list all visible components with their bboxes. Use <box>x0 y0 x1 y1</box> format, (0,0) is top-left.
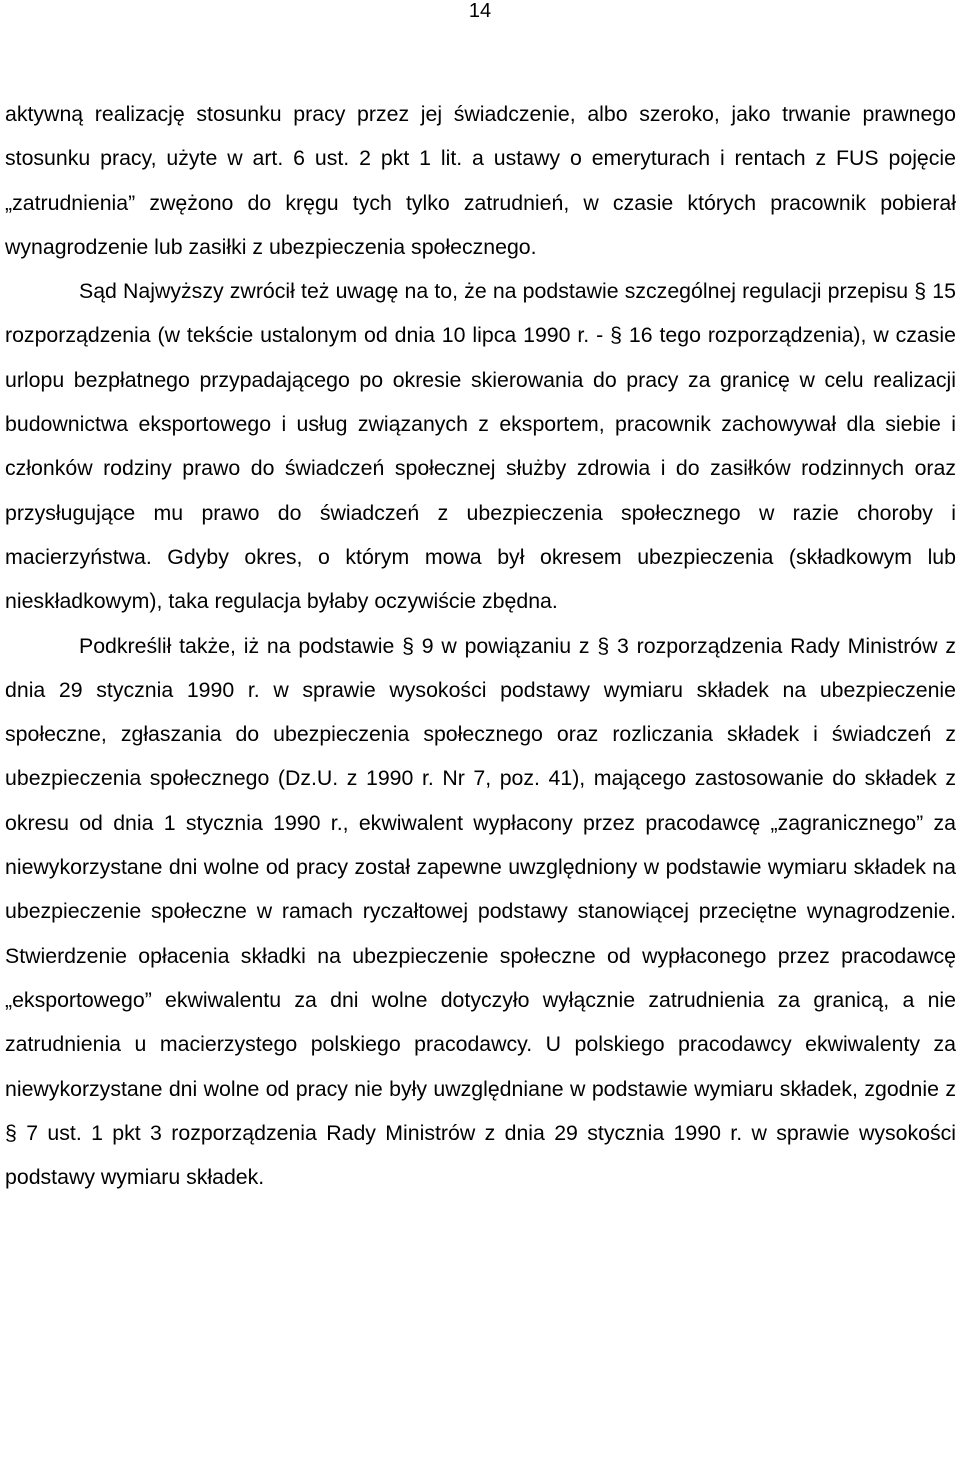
paragraph-2: Sąd Najwyższy zwrócił też uwagę na to, że na podstawie szczególnej regulacji przepisu § 15 rozporządzenia (w tekście ustalonym od dnia 10 lipca 1990 r. - § 16 tego rozporządzenia), w czasie urlopu bezpłatnego przypadającego po okresie skierowania do pracy za granicę w celu realizacji budownictwa eksportowego i usług związanych z eksportem, pracownik zachowywał dla siebie i członków rodziny prawo do świadczeń społecznej służby zdrowia i do zasiłków rodzinnych oraz przysługujące mu prawo do świadczeń z ubezpieczenia społecznego w razie choroby i macierzyństwa. Gdyby okres, o którym mowa był okresem ubezpieczenia (składkowym lub nieskładkowym), taka regulacja byłaby oczywiście zbędna. <box>5 279 956 614</box>
paragraph-1: aktywną realizację stosunku pracy przez jej świadczenie, albo szeroko, jako trwanie prawnego stosunku pracy, użyte w art. 6 ust. 2 pkt 1 lit. a ustawy o emeryturach i rentach z FUS pojęcie „zatrudnienia” zwężono do kręgu tych tylko zatrudnień, w czasie których pracownik pobierał wynagrodzenie lub zasiłki z ubezpieczenia społecznego. <box>5 102 956 259</box>
document-body <box>5 92 956 1199</box>
paragraph-3: Podkreślił także, iż na podstawie § 9 w powiązaniu z § 3 rozporządzenia Rady Ministrów z dnia 29 stycznia 1990 r. w sprawie wysokości podstawy wymiaru składek na ubezpieczenie społeczne, zgłaszania do ubezpieczenia społecznego oraz rozliczania składek i świadczeń z ubezpieczenia społecznego (Dz.U. z 1990 r. Nr 7, poz. 41), mającego zastosowanie do składek z okresu od dnia 1 stycznia 1990 r., ekwiwalent wypłacony przez pracodawcę „zagranicznego” za niewykorzystane dni wolne od pracy został zapewne uwzględniony w podstawie wymiaru składek na ubezpieczenie społeczne w ramach ryczałtowej podstawy stanowiącej przeciętne wynagrodzenie. Stwierdzenie opłacenia składki na ubezpieczenie społeczne od wypłaconego przez pracodawcę „eksportowego” ekwiwalentu za dni wolne dotyczyło wyłącznie zatrudnienia za granicą, a nie zatrudnienia u macierzystego polskiego pracodawcy. U polskiego pracodawcy ekwiwalenty za niewykorzystane dni wolne od pracy nie były uwzględniane w podstawie wymiaru składek, zgodnie z § 7 ust. 1 pkt 3 rozporządzenia Rady Ministrów z dnia 29 stycznia 1990 r. w sprawie wysokości podstawy wymiaru składek. <box>5 633 956 1190</box>
page-number: 14 <box>468 0 492 22</box>
